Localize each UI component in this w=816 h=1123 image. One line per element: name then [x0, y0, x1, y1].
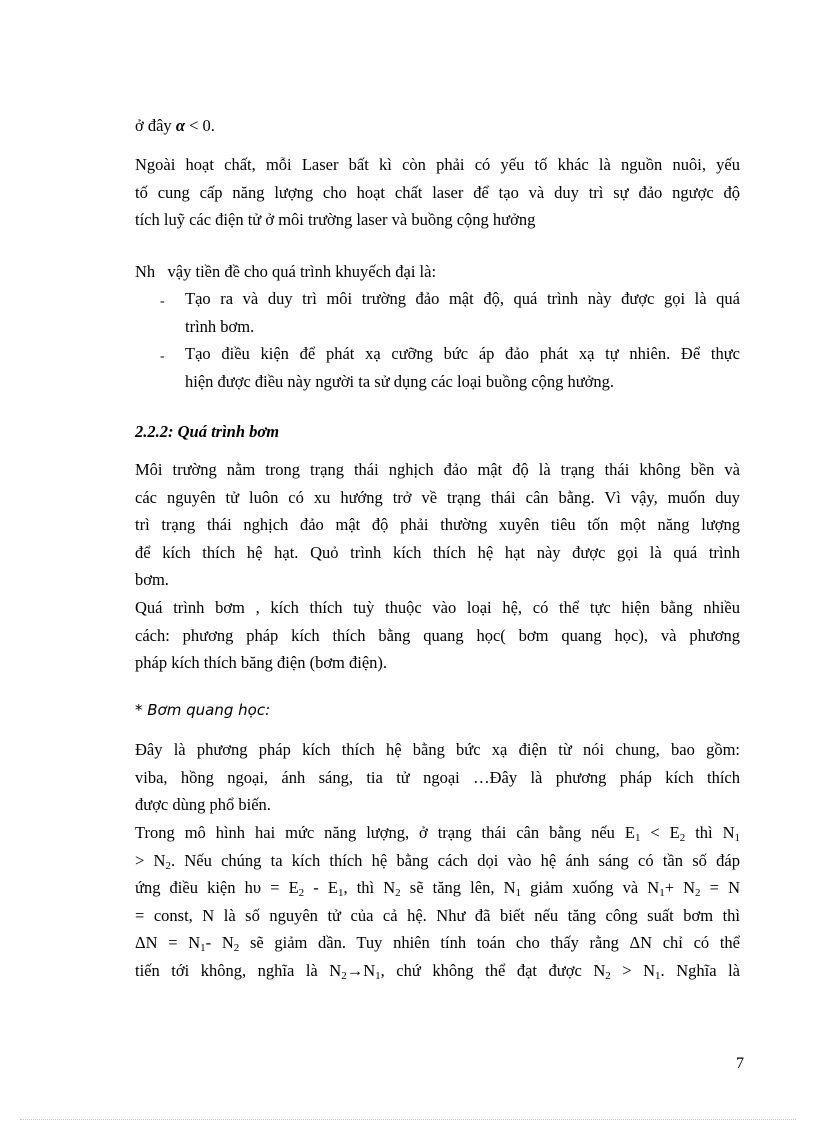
line-6: tiến tới không, nghĩa là $N_2\to N_1$, chứ không thể đạt được $N_2 > N_1$. Nghĩa là — [135, 960, 740, 982]
paragraph-pump-methods: Quá trình bơm , kích thích tuỳ thuộc vào loại hệ, có thể tực hiện bằng nhiều cách: phương pháp kích thích bằng quang học( bơm quang học), và phương pháp kích thích băng điện (bơm điện). — [135, 598, 740, 672]
bullet-mark: - — [160, 294, 165, 309]
subsection-heading: * Bơm quang học: — [135, 701, 271, 719]
footer-divider — [20, 1119, 796, 1120]
line-5: $\Delta N = N_1-$ $N_2$ sẽ giảm dần. Tuy nhiên tính toán cho thấy rằng ΔN chỉ có thể — [135, 933, 740, 954]
paragraph-preconditions: Nh vậy tiền đề cho quá trình khuyếch đại là: — [135, 262, 437, 281]
line-2: > $N_2$. Nếu chúng ta kích thích hệ bằng cách dọi vào hệ ánh sáng có tần số đáp — [135, 850, 740, 872]
page-number: 7 — [736, 1055, 744, 1072]
line-1: Trong mô hình hai mức năng lượng, ở trạng thái cân bằng nếu $E_1 < E_2$ thì $N_1$ — [135, 823, 740, 844]
paragraph-inversion: Môi trường nằm trong trạng thái nghịch đảo mật độ là trạng thái không bền và các nguyên tử luôn có xu hướng trở về trạng thái cân bằng. Vì vậy, muốn duy trì trạng thái nghịch đảo mật độ phải thường xuyên tiêu tốn một năng lượng để kích thích hệ hạt. Quỏ trình kích thích hệ hạt này được gọi là quá trình bơm. — [135, 460, 740, 589]
section-heading: 2.2.2: Quá trình bơm — [135, 422, 280, 441]
paragraph-optical-pumping: Đây là phương pháp kích thích hệ bằng bức xạ điện từ nói chung, bao gồm: viba, hồng ngoại, ánh sáng, tia tử ngoại …Đây là phương pháp kích thích được dùng phổ biến. — [135, 740, 740, 814]
line-3: ứng điều kiện $h\upsilon = E_2 - E_1$, thì $N_2$ sẽ tăng lên, $N_1$ giảm xuống và $N_1+ N_2 = N$ — [135, 878, 741, 899]
bullet-mark: - — [160, 349, 165, 364]
bullet-item-1: Tạo ra và duy trì môi trường đảo mật độ, quá trình này được gọi là quá trình bơm. — [185, 289, 740, 336]
paragraph-pump-source: Ngoài hoạt chất, mỗi Laser bất kì còn phải có yếu tố khác là nguồn nuôi, yếu tố cung cấp năng lượng cho hoạt chất laser để tạo và duy trì sự đảo ngược độ tích luỹ các điện tử ở môi trường laser và buồng cộng hưởng — [135, 155, 740, 229]
paragraph-two-level-model — [135, 819, 740, 984]
alpha-condition-line: ở đây α < 0. — [135, 116, 215, 135]
bullet-item-2: Tạo điều kiện để phát xạ cưỡng bức áp đảo phát xạ tự nhiên. Để thực hiện được điều này người ta sử dụng các loại buồng cộng hưởng. — [185, 344, 740, 391]
line-4: = const, N là số nguyên tử của cả hệ. Như đã biết nếu tăng công suất bơm thì — [135, 905, 740, 925]
